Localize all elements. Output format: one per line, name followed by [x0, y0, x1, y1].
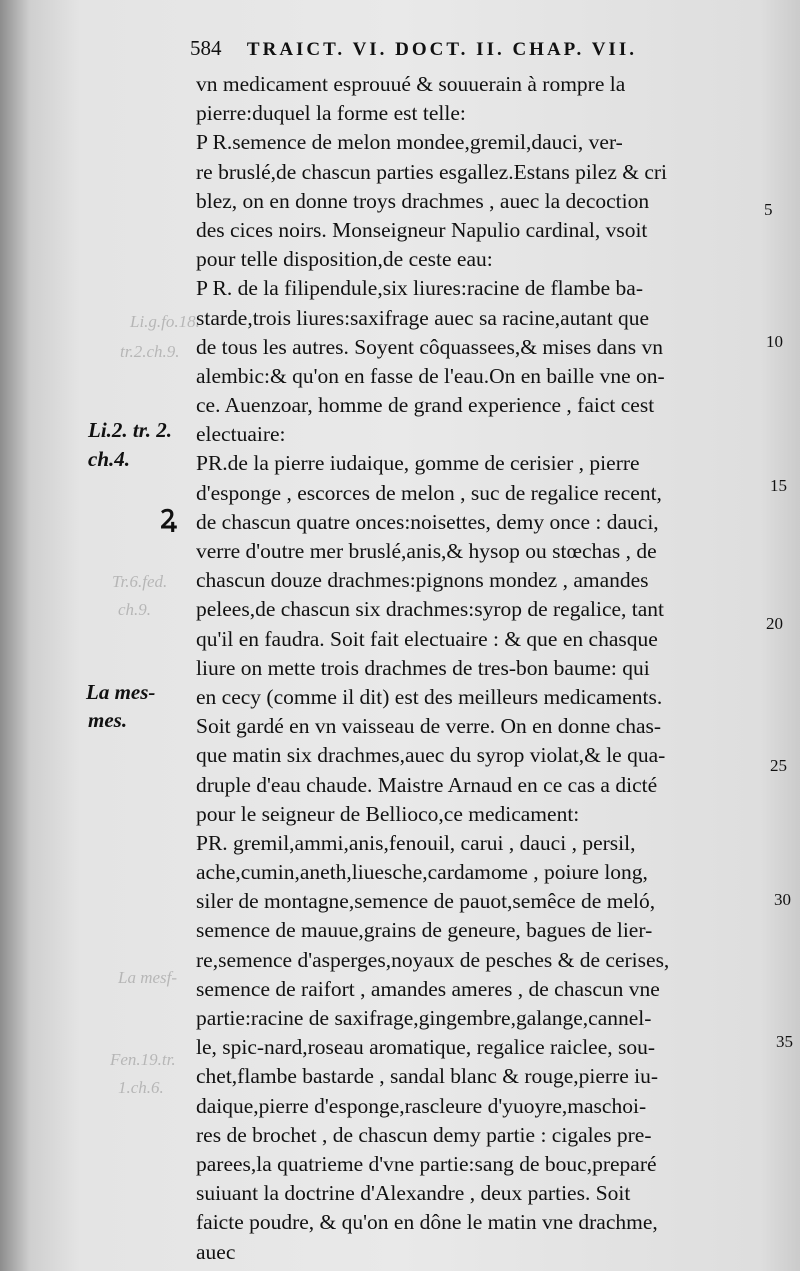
text-line: faicte poudre, & qu'on en dône le matin vne drachme, [196, 1210, 658, 1235]
text-line: electuaire: [196, 422, 286, 447]
line-number: 20 [766, 614, 783, 633]
bleed-through-note: tr.2.ch.9. [120, 342, 180, 361]
text-line: PR. gremil,ammi,anis,fenouil, carui , dauci , persil, [196, 830, 636, 855]
line-number: 30 [774, 890, 791, 909]
text-line: des cices noirs. Monseigneur Napulio cardinal, vsoit [196, 217, 648, 242]
text-line: res de brochet , de chascun demy partie : cigales pre- [196, 1122, 652, 1147]
text-line: semence de mauue,grains de geneure, bagues de lier- [196, 918, 653, 943]
line-number: 35 [776, 1032, 793, 1051]
text-line: blez, on en donne troys drachmes , auec la decoction [196, 188, 650, 213]
text-line: chet,flambe bastarde , sandal blanc & rouge,pierre iu- [196, 1064, 659, 1089]
text-line: druple d'eau chaude. Maistre Arnaud en ce cas a dicté [196, 772, 658, 797]
text-line: de tous les autres. Soyent côquassees,& mises dans vn [196, 334, 663, 359]
text-line: semence de raifort , amandes ameres , de chascun vne [196, 976, 660, 1001]
text-line: en cecy (comme il dit) est des meilleurs medicaments. [196, 684, 663, 709]
text-line: parees,la quatrieme d'vne partie:sang de bouc,preparé [196, 1151, 657, 1176]
recipe-mark-icon: Ꝝ [160, 505, 177, 535]
text-line: verre d'outre mer bruslé,anis,& hysop ou stœchas , de [196, 539, 657, 563]
line-number: 25 [770, 756, 787, 775]
text-line: de chascun quatre onces:noisettes, demy once : dauci, [196, 509, 659, 534]
bleed-through-note: Li.g.fo.18. [130, 312, 200, 331]
line-number: 10 [766, 332, 783, 351]
bleed-through-note: La mesf- [118, 968, 178, 987]
text-line: alembic:& qu'on en fasse de l'eau.On en baille vne on- [196, 363, 665, 388]
text-line: Soit gardé en vn vaisseau de verre. On en donne chas- [196, 714, 662, 739]
running-header [190, 36, 750, 61]
margin-note-reference: ch.4. [88, 447, 130, 471]
bleed-through-note: ch.9. [118, 600, 152, 619]
page-number: 584 [190, 36, 222, 60]
text-line: d'esponge , escorces de melon , suc de regalice recent, [196, 480, 662, 505]
text-line: pierre:duquel la forme est telle: [196, 101, 466, 126]
text-line: suiuant la doctrine d'Alexandre , deux parties. Soit [196, 1181, 631, 1206]
bleed-through-note: Tr.6.fed. [112, 572, 168, 591]
line-number: 15 [770, 476, 787, 495]
text-line: daique,pierre d'esponge,rascleure d'yuoyre,maschoi- [196, 1093, 647, 1118]
text-line: starde,trois liures:saxifrage auec sa racine,autant que [196, 305, 650, 330]
running-title: TRAICT. VI. DOCT. II. CHAP. VII. [246, 39, 637, 60]
text-line: re bruslé,de chascun parties esgallez.Estans pilez & cri [196, 159, 668, 184]
bleed-through-note: Fen.19.tr. [110, 1050, 176, 1069]
body-text [196, 70, 766, 1267]
text-line: ache,cumin,aneth,liuesche,cardamome , poiure long, [196, 860, 648, 885]
text-line: PR.de la pierre iudaique, gomme de cerisier , pierre [196, 451, 640, 476]
text-line: siler de montagne,semence de pauot,semêce de meló, [196, 889, 656, 914]
text-line: vn medicament esprouué & souuerain à rompre la [196, 72, 626, 96]
text-line: liure on mette trois drachmes de tres-bon baume: qui [196, 655, 650, 680]
margin-note-reference: mes. [88, 708, 128, 732]
text-line: pour le seigneur de Bellioco,ce medicament: [196, 801, 580, 826]
bleed-through-note: 1.ch.6. [118, 1078, 164, 1097]
text-line: partie:racine de saxifrage,gingembre,galange,cannel- [196, 1006, 652, 1030]
text-line: que matin six drachmes,auec du syrop violat,& le qua- [196, 743, 666, 768]
text-line: auec [196, 1239, 236, 1264]
margin-note-reference: Li.2. tr. 2. [88, 418, 173, 442]
text-line: le, spic-nard,roseau aromatique, regalice raiclee, sou- [196, 1035, 656, 1060]
line-number: 5 [764, 200, 773, 219]
text-line: qu'il en faudra. Soit fait electuaire : & que en chasque [196, 626, 658, 651]
text-line: P R.semence de melon mondee,gremil,dauci, ver- [196, 130, 623, 155]
text-line: pelees,de chascun six drachmes:syrop de regalice, tant [196, 597, 665, 622]
text-line: chascun douze drachmes:pignons mondez , amandes [196, 568, 649, 593]
margin-note-reference: La mes- [86, 680, 156, 704]
text-line: ce. Auenzoar, homme de grand experience , faict cest [196, 393, 655, 418]
text-line: P R. de la filipendule,six liures:racine de flambe ba- [196, 276, 643, 301]
text-line: pour telle disposition,de ceste eau: [196, 247, 493, 272]
text-line: re,semence d'asperges,noyaux de pesches & de cerises, [196, 947, 670, 972]
